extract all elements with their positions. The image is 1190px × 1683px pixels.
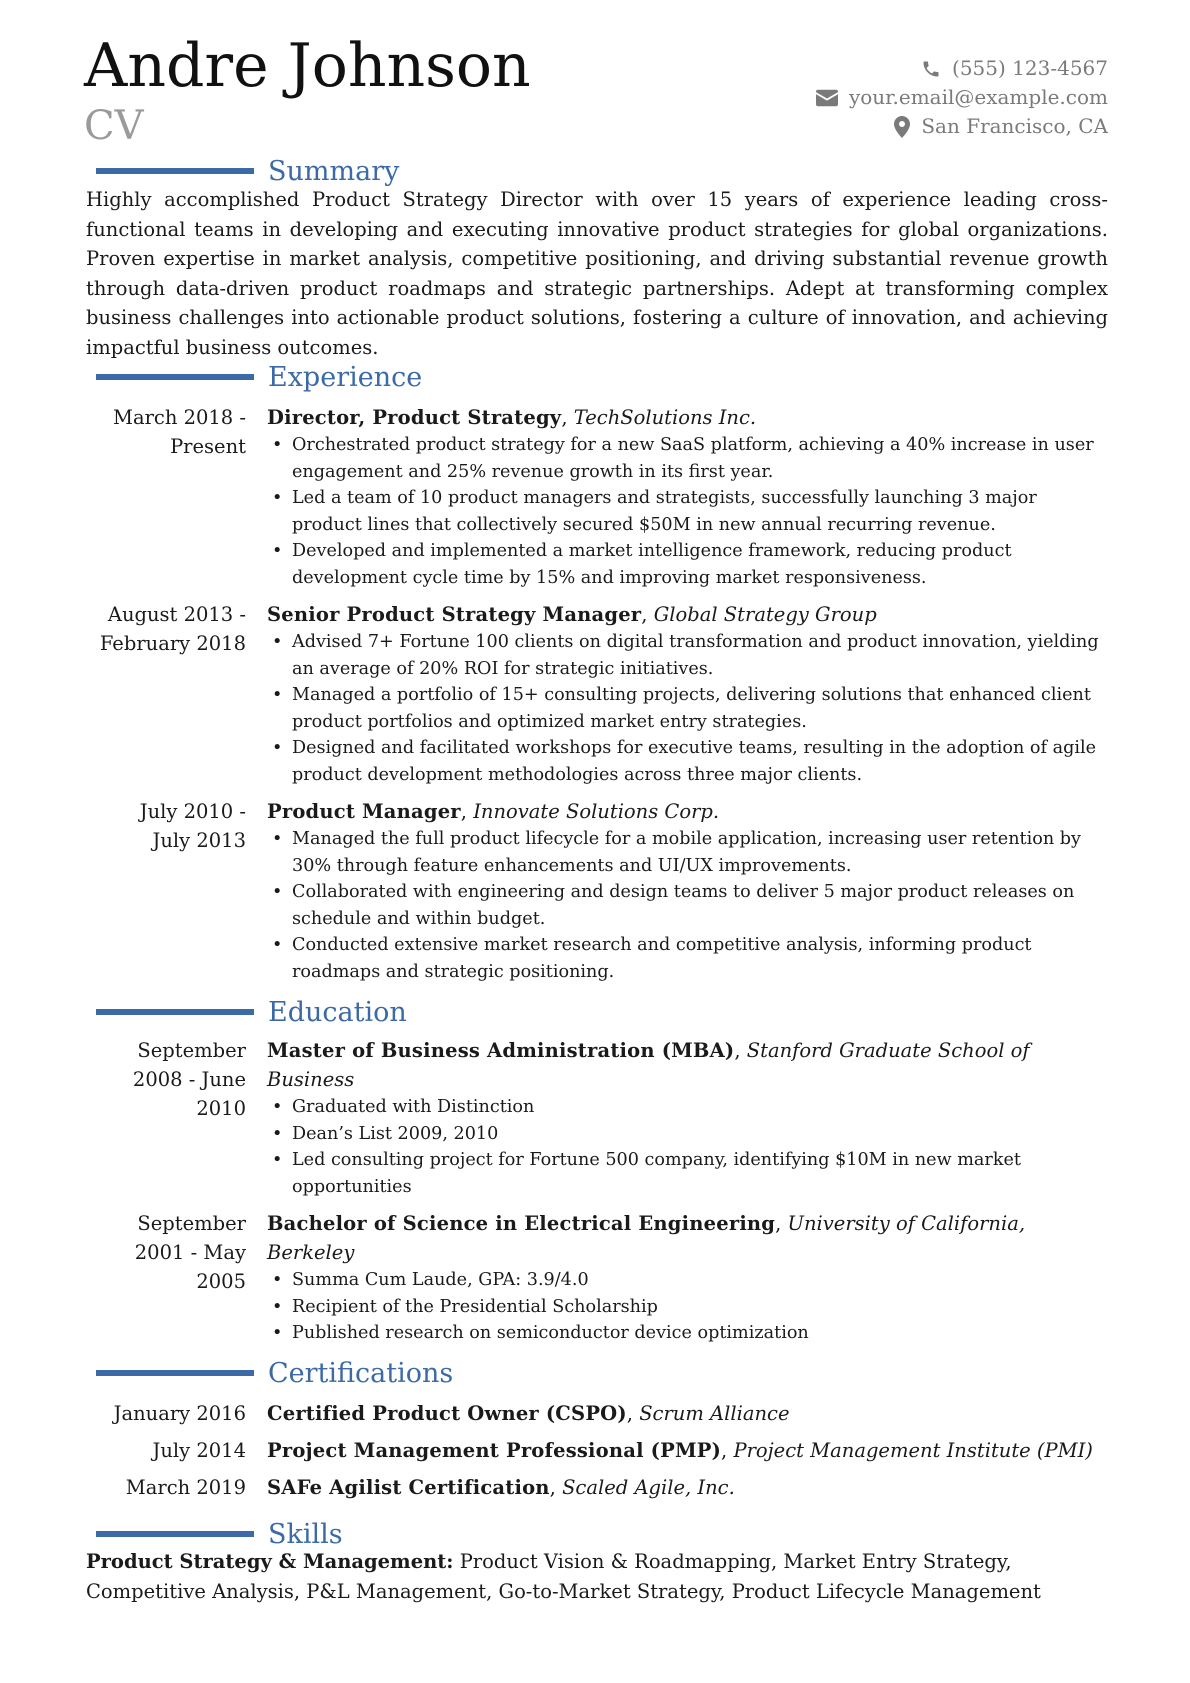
list-item: • Orchestrated product strategy for a new SaaS platform, achieving a 40% increase in user engagement and 25% revenue growth in its first year.	[267, 432, 1110, 485]
envelope-icon	[816, 89, 838, 107]
section-divider-bar	[96, 1370, 254, 1376]
skills-list: Product Vision & Roadmapping, Market Entry Strategy, Competitive Analysis, P&L Management, Go-to-Market Strategy, Product Lifecycle Management	[86, 1550, 1041, 1603]
list-item: • Managed a portfolio of 15+ consulting projects, delivering solutions that enhanced client product portfolios and optimized market entry strategies.	[267, 682, 1110, 735]
contact-phone[interactable]	[816, 54, 1108, 83]
company-name: TechSolutions Inc.	[573, 406, 757, 429]
education-highlights	[267, 1267, 1110, 1347]
company-name: Innovate Solutions Corp.	[473, 800, 720, 823]
list-item: • Managed the full product lifecycle for a mobile application, increasing user retention by 30% through feature enhancements and UI/UX improvements.	[267, 826, 1110, 879]
achievement-list	[267, 629, 1110, 788]
candidate-name: Andre Johnson	[84, 31, 531, 101]
certification-title: Certified Product Owner (CSPO)	[267, 1402, 627, 1425]
entry-date: March 2019	[125, 1476, 246, 1499]
entry-body: Master of Business Administration (MBA), Stanford Graduate School of Business • Graduated with Distinction • Dean’s List 2009, 2010 • Led consulting project for Fortune 500 company, identifying $10M in new market opportunities	[267, 1036, 1110, 1200]
phone-icon	[921, 59, 941, 79]
job-title: Product Manager	[267, 800, 461, 823]
entry-body: Certified Product Owner (CSPO), Scrum Alliance	[267, 1402, 790, 1425]
entry-body: Senior Product Strategy Manager, Global Strategy Group • Advised 7+ Fortune 100 clients on digital transformation and product innovation, yielding an average of 20% ROI for strategic initiatives. • Managed a portfolio of 15+ consulting projects, delivering solutions that enhanced client product portfolios and optimized market entry strategies. • Designed and facilitated workshops for executive teams, resulting in the adoption of agile product development methodologies across three major clients.	[267, 600, 1110, 788]
summary-text: Highly accomplished Product Strategy Director with over 15 years of experience leading cross-functional teams in developing and executing innovative product strategies for global organizations. Proven expertise in market analysis, competitive positioning, and driving substantial revenue growth through data-driven product roadmaps and strategic partnerships. Adept at transforming complex business challenges into actionable product solutions, fostering a culture of innovation, and achieving impactful business outcomes.	[86, 188, 1108, 359]
phone-number: (555) 123-4567	[952, 56, 1108, 80]
contact-location	[816, 112, 1108, 141]
entry-date: July 2010 - July 2013	[139, 800, 246, 852]
degree-title: Bachelor of Science in Electrical Engineering	[267, 1212, 776, 1235]
issuer-name: Scaled Agile, Inc.	[562, 1476, 735, 1499]
section-title-experience: Experience	[268, 361, 423, 393]
entry-body: SAFe Agilist Certification, Scaled Agile, Inc.	[267, 1476, 735, 1499]
list-item: • Advised 7+ Fortune 100 clients on digital transformation and product innovation, yielding an average of 20% ROI for strategic initiatives.	[267, 629, 1110, 682]
certification-entry	[0, 1436, 1190, 1472]
entry-date: September 2008 - June 2010	[132, 1039, 246, 1120]
job-title: Senior Product Strategy Manager	[267, 603, 642, 626]
achievement-list	[267, 432, 1110, 591]
section-experience	[96, 360, 422, 394]
entry-date: March 2018 - Present	[112, 406, 246, 458]
list-item: • Conducted extensive market research and competitive analysis, informing product roadmaps and strategic positioning.	[267, 932, 1110, 985]
certification-entry	[0, 1473, 1190, 1509]
section-education	[96, 995, 407, 1029]
issuer-name: Project Management Institute (PMI)	[733, 1439, 1093, 1462]
section-summary	[96, 154, 399, 188]
degree-title: Master of Business Administration (MBA)	[267, 1039, 735, 1062]
issuer-name: Scrum Alliance	[639, 1402, 790, 1425]
map-pin-icon	[894, 116, 910, 138]
contact-block	[816, 54, 1108, 141]
section-title-education: Education	[268, 996, 407, 1028]
entry-date: July 2014	[152, 1439, 246, 1462]
section-title-summary: Summary	[268, 155, 400, 187]
entry-body: Product Manager, Innovate Solutions Corp. • Managed the full product lifecycle for a mobile application, increasing user retention by 30% through feature enhancements and UI/UX improvements. • Collaborated with engineering and design teams to deliver 5 major product releases on schedule and within budget. • Conducted extensive market research and competitive analysis, informing product roadmaps and strategic positioning.	[267, 797, 1110, 985]
company-name: Global Strategy Group	[653, 603, 877, 626]
institution-name: Stanford Graduate School of Business	[267, 1039, 1030, 1091]
section-title-certifications: Certifications	[268, 1357, 454, 1389]
section-title-skills: Skills	[268, 1518, 343, 1550]
skills-category-label: Product Strategy & Management:	[86, 1550, 454, 1573]
section-skills	[96, 1517, 343, 1551]
certification-title: Project Management Professional (PMP)	[267, 1439, 722, 1462]
list-item: • Designed and facilitated workshops for executive teams, resulting in the adoption of agile product development methodologies across three major clients.	[267, 735, 1110, 788]
list-item: • Summa Cum Laude, GPA: 3.9/4.0	[267, 1267, 1110, 1294]
list-item: • Developed and implemented a market intelligence framework, reducing product development cycle time by 15% and improving market responsiveness.	[267, 538, 1110, 591]
section-divider-bar	[96, 1009, 254, 1015]
certification-entry	[0, 1399, 1190, 1435]
location-text: San Francisco, CA	[921, 114, 1108, 138]
entry-body: Project Management Professional (PMP), Project Management Institute (PMI)	[267, 1439, 1093, 1462]
list-item: • Published research on semiconductor device optimization	[267, 1320, 1110, 1347]
entry-body: Bachelor of Science in Electrical Engineering, University of California, Berkeley • Summa Cum Laude, GPA: 3.9/4.0 • Recipient of the Presidential Scholarship • Published research on semiconductor device optimization	[267, 1209, 1110, 1347]
education-highlights	[267, 1094, 1110, 1200]
list-item: • Led a team of 10 product managers and strategists, successfully launching 3 major product lines that collectively secured $50M in new annual recurring revenue.	[267, 485, 1110, 538]
achievement-list	[267, 826, 1110, 985]
list-item: • Graduated with Distinction	[267, 1094, 1110, 1121]
certification-title: SAFe Agilist Certification	[267, 1476, 550, 1499]
section-certifications	[96, 1356, 453, 1390]
list-item: • Led consulting project for Fortune 500 company, identifying $10M in new market opportunities	[267, 1147, 1110, 1200]
email-address: your.email@example.com	[848, 85, 1108, 109]
contact-email[interactable]	[816, 83, 1108, 112]
entry-date: January 2016	[113, 1402, 246, 1425]
section-divider-bar	[96, 168, 254, 174]
institution-name: University of California, Berkeley	[267, 1212, 1026, 1264]
section-divider-bar	[96, 374, 254, 380]
skills-text	[86, 1547, 1108, 1606]
section-divider-bar	[96, 1531, 254, 1537]
list-item: • Recipient of the Presidential Scholarship	[267, 1294, 1110, 1321]
entry-date: August 2013 - February 2018	[99, 603, 246, 655]
entry-body: Director, Product Strategy, TechSolutions Inc. • Orchestrated product strategy for a new SaaS platform, achieving a 40% increase in user engagement and 25% revenue growth in its first year. • Led a team of 10 product managers and strategists, successfully launching 3 major product lines that collectively secured $50M in new annual recurring revenue. • Developed and implemented a market intelligence framework, reducing product development cycle time by 15% and improving market responsiveness.	[267, 403, 1110, 591]
entry-date: September 2001 - May 2005	[134, 1212, 246, 1293]
list-item: • Collaborated with engineering and design teams to deliver 5 major product releases on schedule and within budget.	[267, 879, 1110, 932]
job-title: Director, Product Strategy	[267, 406, 562, 429]
list-item: • Dean’s List 2009, 2010	[267, 1121, 1110, 1148]
document-subtitle: CV	[84, 103, 144, 149]
